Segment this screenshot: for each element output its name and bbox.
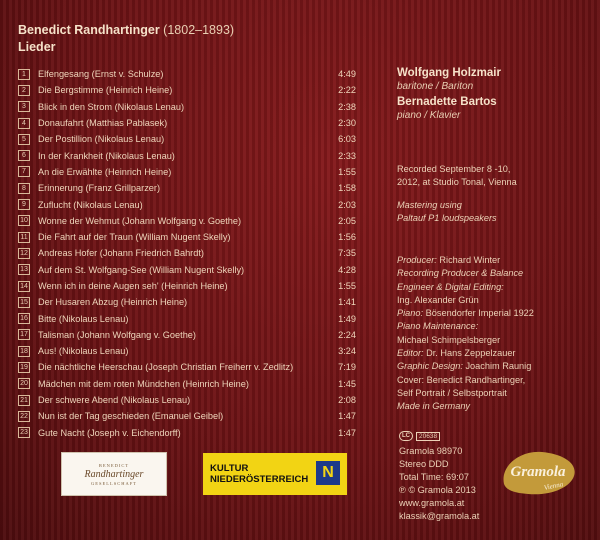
track-number-box: 4	[18, 118, 30, 129]
album-header	[18, 22, 234, 56]
gramola-logo-subtext: Vienna	[543, 480, 564, 492]
track-row	[18, 359, 356, 375]
cover-credit: Self Portrait / Selbstportrait	[397, 387, 507, 398]
track-number-box: 11	[18, 232, 30, 243]
track-duration: 2:22	[338, 85, 356, 96]
mastering-info	[397, 199, 497, 225]
track-title: Die nächtliche Heerschau (Joseph Christian Freiherr v. Zedlitz)	[38, 362, 294, 373]
graphic-design-label: Graphic Design:	[397, 361, 463, 372]
track-row	[18, 245, 356, 261]
track-row	[18, 213, 356, 229]
gramola-logo-icon	[498, 444, 578, 500]
mastering-line: Mastering using	[397, 200, 462, 210]
track-title: Der Postillion (Nikolaus Lenau)	[38, 134, 165, 145]
website-link[interactable]: www.gramola.at	[399, 498, 465, 508]
track-title: Aus! (Nikolaus Lenau)	[38, 346, 129, 357]
track-title: Zuflucht (Nikolaus Lenau)	[38, 199, 143, 210]
track-number-box: 20	[18, 378, 30, 389]
track-duration: 7:19	[338, 362, 356, 373]
track-row	[18, 115, 356, 131]
track-duration: 1:55	[338, 166, 356, 177]
track-list	[18, 66, 356, 441]
recording-engineer: Ing. Alexander Grün	[397, 294, 479, 305]
track-duration: 3:24	[338, 346, 356, 357]
track-title: Elfengesang (Ernst v. Schulze)	[38, 69, 164, 80]
track-number-box: 13	[18, 264, 30, 275]
piano-maintenance-label: Piano Maintenance:	[397, 321, 479, 332]
track-row	[18, 262, 356, 278]
track-title: Talisman (Johann Wolfgang v. Goethe)	[38, 329, 196, 340]
track-title: An die Erwählte (Heinrich Heine)	[38, 166, 172, 177]
track-number-box: 16	[18, 313, 30, 324]
mastering-line: Paltauf P1 loudspeakers	[397, 213, 497, 224]
label-code	[399, 431, 440, 441]
track-number-box: 19	[18, 362, 30, 373]
recording-line: 2012, at Studio Tonal, Vienna	[397, 177, 517, 188]
track-number-box: 1	[18, 69, 30, 80]
track-duration: 2:30	[338, 118, 356, 129]
track-number-box: 2	[18, 85, 30, 96]
catalog-number: Gramola 98970	[399, 446, 463, 456]
track-number-box: 7	[18, 166, 30, 177]
track-title: Erinnerung (Franz Grillparzer)	[38, 183, 161, 194]
track-duration: 2:03	[338, 199, 356, 210]
album-subtitle: Lieder	[18, 40, 56, 54]
email-link[interactable]: klassik@gramola.at	[399, 511, 480, 521]
track-row	[18, 66, 356, 82]
randhartinger-society-logo	[61, 452, 167, 496]
track-row	[18, 99, 356, 115]
track-duration: 2:33	[338, 150, 356, 161]
track-number-box: 18	[18, 346, 30, 357]
track-row	[18, 343, 356, 359]
track-title: Gute Nacht (Joseph v. Eichendorff)	[38, 427, 181, 438]
piano-label: Piano:	[397, 308, 424, 319]
track-row	[18, 392, 356, 408]
track-number-box: 6	[18, 150, 30, 161]
track-title: Wenn ich in deine Augen seh' (Heinrich Heine)	[38, 281, 228, 291]
track-title: Die Bergstimme (Heinrich Heine)	[38, 85, 173, 96]
track-number-box: 15	[18, 297, 30, 308]
recording-producer-label: Recording Producer & Balance	[397, 268, 524, 279]
track-title: Wonne der Wehmut (Johann Wolfgang v. Goethe)	[38, 215, 242, 226]
track-row	[18, 425, 356, 441]
track-duration: 7:35	[338, 248, 356, 259]
track-number-box: 14	[18, 281, 30, 292]
track-row	[18, 229, 356, 245]
track-row	[18, 310, 356, 326]
editor-label: Editor:	[397, 348, 424, 359]
track-duration: 4:49	[338, 69, 356, 80]
track-title: Donaufahrt (Matthias Pablasek)	[38, 118, 168, 129]
society-logo-top: BENEDICT	[98, 462, 130, 468]
made-in: Made in Germany	[397, 401, 471, 412]
recording-producer-label: Engineer & Digital Editing:	[397, 281, 504, 292]
track-number-box: 12	[18, 248, 30, 259]
track-row	[18, 294, 356, 310]
track-title: In der Krankheit (Nikolaus Lenau)	[38, 150, 175, 161]
gramola-logo-text: Gramola	[510, 464, 566, 480]
track-title: Die Fahrt auf der Traun (William Nugent Skelly)	[38, 232, 231, 243]
track-number-box: 17	[18, 329, 30, 340]
society-logo-script: Randhartinger	[84, 468, 144, 480]
society-logo-bottom: GESELLSCHAFT	[90, 480, 137, 486]
track-title: Bitte (Nikolaus Lenau)	[38, 313, 129, 324]
composer-name: Benedict Randhartinger	[18, 23, 160, 37]
kultur-niederoesterreich-logo	[203, 453, 347, 495]
track-number-box: 10	[18, 215, 30, 226]
track-row	[18, 82, 356, 98]
pianist-role: piano / Klavier	[397, 110, 461, 121]
kultur-n-badge-icon: N	[316, 461, 340, 485]
piano-value: Bösendorfer Imperial 1922	[425, 308, 534, 319]
audio-format: Stereo DDD	[399, 459, 449, 469]
total-time: Total Time: 69:07	[399, 472, 469, 482]
track-duration: 1:49	[338, 313, 356, 324]
track-duration: 1:55	[338, 281, 356, 291]
track-row	[18, 408, 356, 424]
track-row	[18, 147, 356, 163]
catalog-info	[399, 445, 479, 523]
track-title: Auf dem St. Wolfgang-See (William Nugent Skelly)	[38, 264, 245, 275]
track-duration: 4:28	[338, 264, 356, 275]
track-row	[18, 196, 356, 212]
track-title: Der Husaren Abzug (Heinrich Heine)	[38, 297, 188, 308]
pianist-name: Bernadette Bartos	[397, 96, 497, 108]
producer-value: Richard Winter	[439, 255, 501, 265]
track-title: Nun ist der Tag geschieden (Emanuel Geibel)	[38, 411, 224, 422]
track-duration: 1:47	[338, 411, 356, 422]
producer-label: Producer:	[397, 255, 437, 265]
graphic-design-value: Joachim Raunig	[465, 361, 532, 372]
track-duration: 2:38	[338, 101, 356, 112]
cover-credit: Cover: Benedict Randhartinger,	[397, 374, 526, 385]
track-number-box: 5	[18, 134, 30, 145]
kultur-logo-line: KULTUR	[210, 463, 249, 474]
editor-value: Dr. Hans Zeppelzauer	[426, 348, 516, 359]
track-duration: 1:47	[338, 427, 356, 438]
track-duration: 2:05	[338, 215, 356, 226]
singer-name: Wolfgang Holzmair	[397, 67, 501, 79]
copyright: ℗ © Gramola 2013	[399, 485, 476, 495]
composer-years: (1802–1893)	[163, 23, 235, 37]
kultur-logo-line: NIEDERÖSTERREICH	[210, 474, 309, 485]
track-duration: 1:45	[338, 378, 356, 389]
track-row	[18, 376, 356, 392]
track-duration: 1:56	[338, 232, 356, 243]
track-row	[18, 164, 356, 180]
track-row	[18, 131, 356, 147]
track-number-box: 3	[18, 101, 30, 112]
track-number-box: 23	[18, 427, 30, 438]
credits	[397, 254, 534, 414]
track-duration: 1:58	[338, 183, 356, 194]
recording-info	[397, 163, 517, 189]
track-duration: 6:03	[338, 134, 356, 145]
track-duration: 1:41	[338, 297, 356, 308]
track-duration: 2:24	[338, 329, 356, 340]
track-number-box: 9	[18, 199, 30, 210]
performers	[397, 66, 501, 124]
track-number-box: 21	[18, 395, 30, 406]
track-row	[18, 180, 356, 196]
track-row	[18, 278, 356, 294]
singer-role: baritone / Bariton	[397, 81, 474, 92]
piano-maintenance-value: Michael Schimpelsberger	[397, 334, 501, 345]
track-title: Mädchen mit dem roten Mündchen (Heinrich Heine)	[38, 378, 249, 389]
track-title: Der schwere Abend (Nikolaus Lenau)	[38, 395, 191, 406]
track-duration: 2:08	[338, 395, 356, 406]
track-title: Andreas Hofer (Johann Friedrich Bahrdt)	[38, 248, 204, 259]
track-number-box: 22	[18, 411, 30, 422]
track-number-box: 8	[18, 183, 30, 194]
lc-logo-icon: LC	[399, 431, 413, 441]
track-title: Blick in den Strom (Nikolaus Lenau)	[38, 101, 185, 112]
lc-code: 20638	[416, 432, 440, 441]
recording-line: Recorded September 8 -10,	[397, 164, 511, 174]
track-row	[18, 327, 356, 343]
